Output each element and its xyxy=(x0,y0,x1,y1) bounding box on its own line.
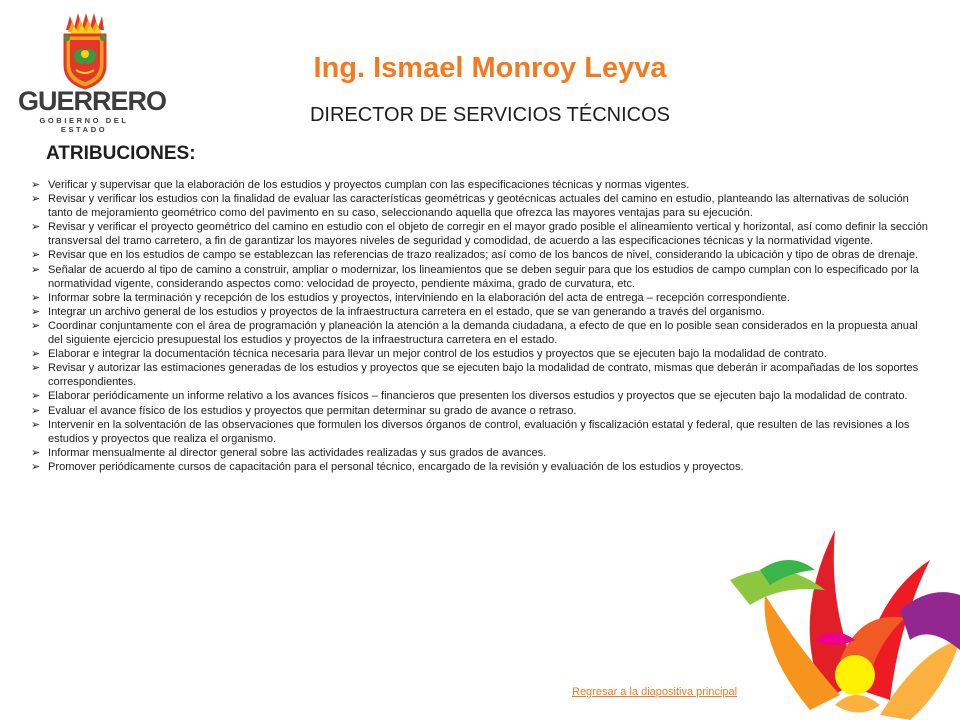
attributions-list xyxy=(30,178,928,474)
arrow-bullet-icon: ➢ xyxy=(31,179,41,191)
flower-decoration-icon xyxy=(720,500,960,720)
person-name: Ing. Ismael Monroy Leyva xyxy=(313,52,667,84)
list-item xyxy=(30,446,928,460)
arrow-bullet-icon: ➢ xyxy=(31,404,41,417)
list-item-text: Promover periódicamente cursos de capacitación para el personal técnico, encargado de la revisión y evaluación de los estudios y proyectos. xyxy=(48,460,744,473)
list-item xyxy=(30,248,928,262)
list-item-text: Revisar que en los estudios de campo se establezcan las referencias de trazo realizados; así como de los bancos de nivel, considerando la ubicación y tipo de obras de drenaje. xyxy=(48,249,919,262)
list-item xyxy=(30,389,928,403)
arrow-bullet-icon: ➢ xyxy=(31,193,41,206)
list-item-text: Coordinar conjuntamente con el área de programación y planeación la atención a la demanda ciudadana, a efecto de que en lo posible sean considerados en la propuesta anual del siguiente ejercicio presupuestal los estudios y proyectos de la infraestructura carretera en el estado. xyxy=(48,319,918,347)
arrow-bullet-icon: ➢ xyxy=(31,348,41,361)
arrow-bullet-icon: ➢ xyxy=(31,362,41,375)
list-item-text: Señalar de acuerdo al tipo de camino a construir, ampliar o modernizar, los lineamientos que se deben seguir para que los estudios de campo cumplan con lo especificado por la normatividad vigente, considerando aspectos como: velocidad de proyecto, pendiente máxima, grado de curvatura, etc. xyxy=(48,263,919,290)
coat-of-arms-icon xyxy=(18,10,150,90)
arrow-bullet-icon: ➢ xyxy=(31,249,41,262)
list-item xyxy=(30,305,928,319)
arrow-bullet-icon: ➢ xyxy=(31,221,41,234)
list-item-text: Elaborar periódicamente un informe relativo a los avances físicos – financieros que presenten los diversos estudios y proyectos que se ejecuten bajo la modalidad de contrato. xyxy=(48,390,908,403)
arrow-bullet-icon: ➢ xyxy=(31,390,41,403)
arrow-bullet-icon: ➢ xyxy=(31,263,41,276)
arrow-bullet-icon: ➢ xyxy=(31,418,41,431)
section-heading: ATRIBUCIONES: xyxy=(46,143,196,164)
list-item-text: Revisar y autorizar las estimaciones generadas de los estudios y proyectos que se ejecuten bajo la modalidad de contrato, mismas que deberán ir acompañadas de los soportes correspondientes. xyxy=(48,362,919,389)
list-item xyxy=(30,347,928,361)
arrow-bullet-icon: ➢ xyxy=(31,319,41,332)
list-item-text: Revisar y verificar el proyecto geométrico del camino en estudio con el objeto de corregir en el mayor grado posible el alineamiento vertical y horizontal, así como definir la sección transversal del tramo carretero, a fin de garantizar los mayores niveles de seguridad y comodidad, de acuerdo a las especificaciones técnicas y la normatividad vigente. xyxy=(48,221,928,248)
logo-subtitle: GOBIERNO DEL ESTADO xyxy=(39,116,129,134)
list-item-text: Integrar un archivo general de los estudios y proyectos de la infraestructura carretera en el estado, que se van generando a través del organismo. xyxy=(48,305,765,318)
list-item xyxy=(30,404,928,418)
position-title: DIRECTOR DE SERVICIOS TÉCNICOS xyxy=(309,104,671,126)
list-item xyxy=(30,192,928,220)
list-item-text: Intervenir en la solventación de las observaciones que formulen los diversos órganos de control, evaluación y fiscalización estatal y federal, que resulten de las revisiones a los estudios y proyectos que realiza el organismo. xyxy=(48,418,910,445)
list-item xyxy=(30,319,928,347)
back-to-main-slide-link[interactable]: Regresar a la diapositiva principal xyxy=(572,686,738,698)
arrow-bullet-icon: ➢ xyxy=(31,305,41,318)
arrow-bullet-icon: ➢ xyxy=(31,446,41,459)
list-item xyxy=(30,263,928,291)
guerrero-logo xyxy=(18,10,167,134)
list-item-text: Informar sobre la terminación y recepción de los estudios y proyectos, interviniendo en la elaboración del acta de entrega – recepción correspondiente. xyxy=(48,291,790,304)
list-item xyxy=(30,178,928,192)
list-item-text: Informar mensualmente al director general sobre las actividades realizadas y sus grados de avances. xyxy=(48,446,547,459)
arrow-bullet-icon: ➢ xyxy=(31,460,41,473)
logo-wordmark: GUERRERO xyxy=(18,86,167,116)
list-item-text: Verificar y supervisar que la elaboración de los estudios y proyectos cumplan con las especificaciones técnicas y normas vigentes. xyxy=(48,179,690,191)
list-item xyxy=(30,460,928,474)
list-item-text: Evaluar el avance físico de los estudios y proyectos que permitan determinar su grado de avance o retraso. xyxy=(48,404,577,417)
list-item-text: Elaborar e integrar la documentación técnica necesaria para llevar un mejor control de los estudios y proyectos que se ejecuten bajo la modalidad de contrato. xyxy=(48,348,827,361)
arrow-bullet-icon: ➢ xyxy=(31,291,41,304)
list-item xyxy=(30,220,928,248)
list-item xyxy=(30,361,928,389)
list-item xyxy=(30,418,928,446)
list-item-text: Revisar y verificar los estudios con la finalidad de evaluar las características geométricas y geotécnicas actuales del camino en estudio, planteando las alternativas de solución tanto de mejoramiento geométrico como del pavimento en su caso, seleccionando aquella que ofrezca las mayores ventajas para su ejecución. xyxy=(48,193,909,220)
list-item xyxy=(30,291,928,305)
